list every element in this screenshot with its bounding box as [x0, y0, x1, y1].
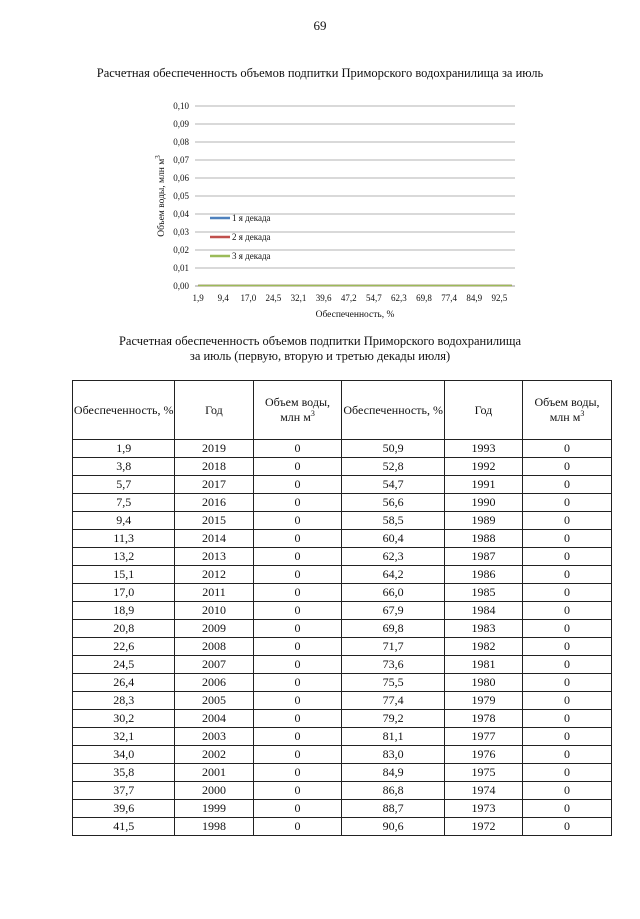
- cell-volume: 0: [523, 602, 612, 620]
- cell-probability: 84,9: [342, 764, 444, 782]
- cell-year: 2009: [175, 620, 253, 638]
- cell-year: 2018: [175, 458, 253, 476]
- y-tick-label: 0,07: [173, 155, 189, 165]
- cell-volume: 0: [523, 800, 612, 818]
- cell-year: 1991: [444, 476, 522, 494]
- cell-volume: 0: [253, 548, 342, 566]
- cell-year: 1987: [444, 548, 522, 566]
- y-tick-label: 0,05: [173, 191, 189, 201]
- cell-probability: 50,9: [342, 440, 444, 458]
- cell-probability: 64,2: [342, 566, 444, 584]
- x-tick-label: 84,9: [466, 293, 483, 303]
- cell-year: 1990: [444, 494, 522, 512]
- cell-probability: 35,8: [73, 764, 175, 782]
- cell-year: 2004: [175, 710, 253, 728]
- header-volume-sup: 3: [310, 409, 315, 418]
- table-row: [73, 476, 612, 494]
- cell-volume: 0: [253, 674, 342, 692]
- y-axis-label-sup: 3: [154, 155, 162, 159]
- cell-probability: 30,2: [73, 710, 175, 728]
- cell-year: 1980: [444, 674, 522, 692]
- cell-volume: 0: [253, 728, 342, 746]
- cell-probability: 83,0: [342, 746, 444, 764]
- x-tick-label: 1,9: [192, 293, 204, 303]
- cell-year: 1999: [175, 800, 253, 818]
- cell-volume: 0: [253, 782, 342, 800]
- x-axis-label: Обеспеченность, %: [315, 310, 395, 320]
- table-row: [73, 548, 612, 566]
- cell-volume: 0: [253, 530, 342, 548]
- cell-probability: 34,0: [73, 746, 175, 764]
- cell-volume: 0: [253, 602, 342, 620]
- table-row: [73, 440, 612, 458]
- x-tick-label: 54,7: [365, 293, 382, 303]
- x-tick-label: 47,2: [340, 293, 357, 303]
- cell-volume: 0: [523, 620, 612, 638]
- cell-volume: 0: [253, 746, 342, 764]
- cell-volume: 0: [253, 800, 342, 818]
- table-row: [73, 764, 612, 782]
- cell-volume: 0: [523, 512, 612, 530]
- y-tick-label: 0,01: [173, 263, 189, 273]
- cell-year: 1977: [444, 728, 522, 746]
- cell-probability: 54,7: [342, 476, 444, 494]
- cell-year: 1986: [444, 566, 522, 584]
- y-tick-label: 0,06: [173, 173, 189, 183]
- page-number: 69: [313, 18, 327, 33]
- cell-probability: 24,5: [73, 656, 175, 674]
- cell-volume: 0: [523, 746, 612, 764]
- table-row: [73, 782, 612, 800]
- cell-year: 1976: [444, 746, 522, 764]
- cell-year: 2007: [175, 656, 253, 674]
- y-axis-label-text: Объем воды, млн м: [157, 158, 167, 237]
- cell-volume: 0: [523, 584, 612, 602]
- cell-volume: 0: [253, 710, 342, 728]
- cell-year: 1975: [444, 764, 522, 782]
- cell-year: 1984: [444, 602, 522, 620]
- cell-probability: 1,9: [73, 440, 175, 458]
- cell-volume: 0: [523, 494, 612, 512]
- cell-volume: 0: [523, 818, 612, 836]
- x-tick-label: 24,5: [265, 293, 282, 303]
- cell-year: 2001: [175, 764, 253, 782]
- table-title-line2: за июль (первую, вторую и третью декады июля): [189, 349, 451, 363]
- cell-year: 2014: [175, 530, 253, 548]
- cell-volume: 0: [253, 818, 342, 836]
- table-row: [73, 692, 612, 710]
- cell-volume: 0: [523, 728, 612, 746]
- cell-probability: 11,3: [73, 530, 175, 548]
- table-row: [73, 818, 612, 836]
- table-row: [73, 800, 612, 818]
- cell-probability: 28,3: [73, 692, 175, 710]
- cell-volume: 0: [253, 584, 342, 602]
- cell-volume: 0: [253, 764, 342, 782]
- cell-year: 1979: [444, 692, 522, 710]
- cell-year: 1985: [444, 584, 522, 602]
- cell-year: 2008: [175, 638, 253, 656]
- table-title-line1: Расчетная обеспеченность объемов подпитки Приморского водохранилища: [118, 334, 522, 348]
- x-tick-label: 69,8: [416, 293, 432, 303]
- header-probability-2: Обеспеченность, %: [342, 381, 444, 440]
- y-tick-label: 0,04: [173, 209, 189, 219]
- table-row: [73, 656, 612, 674]
- table-row: [73, 746, 612, 764]
- table-row: [73, 710, 612, 728]
- header-volume-2: [523, 381, 612, 440]
- cell-probability: 3,8: [73, 458, 175, 476]
- cell-volume: 0: [253, 638, 342, 656]
- cell-year: 2016: [175, 494, 253, 512]
- cell-volume: 0: [523, 476, 612, 494]
- cell-year: 2013: [175, 548, 253, 566]
- cell-volume: 0: [253, 656, 342, 674]
- cell-probability: 58,5: [342, 512, 444, 530]
- cell-probability: 79,2: [342, 710, 444, 728]
- y-tick-label: 0,02: [173, 245, 189, 255]
- cell-volume: 0: [523, 674, 612, 692]
- y-tick-label: 0,10: [173, 101, 189, 111]
- cell-probability: 39,6: [73, 800, 175, 818]
- cell-probability: 67,9: [342, 602, 444, 620]
- cell-probability: 66,0: [342, 584, 444, 602]
- y-axis-label: [154, 155, 167, 237]
- cell-probability: 86,8: [342, 782, 444, 800]
- cell-year: 1982: [444, 638, 522, 656]
- cell-probability: 60,4: [342, 530, 444, 548]
- cell-volume: 0: [253, 476, 342, 494]
- header-volume-1: [253, 381, 342, 440]
- table-row: [73, 728, 612, 746]
- cell-probability: 90,6: [342, 818, 444, 836]
- legend-label: 1 я декада: [232, 213, 271, 223]
- cell-probability: 13,2: [73, 548, 175, 566]
- cell-volume: 0: [253, 692, 342, 710]
- cell-year: 1988: [444, 530, 522, 548]
- table-row: [73, 458, 612, 476]
- cell-volume: 0: [253, 566, 342, 584]
- cell-volume: 0: [523, 638, 612, 656]
- cell-volume: 0: [523, 782, 612, 800]
- table-row: [73, 674, 612, 692]
- cell-probability: 15,1: [73, 566, 175, 584]
- cell-probability: 26,4: [73, 674, 175, 692]
- cell-volume: 0: [523, 566, 612, 584]
- x-tick-label: 32,1: [290, 293, 307, 303]
- cell-volume: 0: [523, 548, 612, 566]
- cell-volume: 0: [523, 710, 612, 728]
- cell-year: 2000: [175, 782, 253, 800]
- cell-probability: 75,5: [342, 674, 444, 692]
- table-row: [73, 512, 612, 530]
- y-tick-label: 0,09: [173, 119, 189, 129]
- y-tick-label: 0,08: [173, 137, 189, 147]
- cell-volume: 0: [253, 512, 342, 530]
- table-row: [73, 638, 612, 656]
- cell-probability: 77,4: [342, 692, 444, 710]
- data-table: [72, 380, 612, 836]
- cell-probability: 62,3: [342, 548, 444, 566]
- cell-volume: 0: [253, 494, 342, 512]
- table-header-row: [73, 381, 612, 440]
- cell-year: 1973: [444, 800, 522, 818]
- table-row: [73, 530, 612, 548]
- cell-year: 1981: [444, 656, 522, 674]
- cell-year: 1992: [444, 458, 522, 476]
- table-row: [73, 566, 612, 584]
- cell-volume: 0: [253, 620, 342, 638]
- cell-year: 2003: [175, 728, 253, 746]
- table-row: [73, 602, 612, 620]
- cell-year: 2017: [175, 476, 253, 494]
- cell-probability: 17,0: [73, 584, 175, 602]
- x-tick-label: 39,6: [315, 293, 332, 303]
- table-body: [73, 440, 612, 836]
- cell-probability: 20,8: [73, 620, 175, 638]
- cell-volume: 0: [523, 530, 612, 548]
- cell-year: 2011: [175, 584, 253, 602]
- table-row: [73, 494, 612, 512]
- cell-probability: 41,5: [73, 818, 175, 836]
- cell-probability: 18,9: [73, 602, 175, 620]
- y-tick-label: 0,00: [173, 281, 189, 291]
- cell-probability: 88,7: [342, 800, 444, 818]
- cell-year: 2002: [175, 746, 253, 764]
- x-tick-label: 9,4: [217, 293, 229, 303]
- cell-probability: 52,8: [342, 458, 444, 476]
- cell-year: 1998: [175, 818, 253, 836]
- cell-year: 1972: [444, 818, 522, 836]
- legend-label: 2 я декада: [232, 232, 271, 242]
- chart: [140, 90, 540, 330]
- cell-probability: 37,7: [73, 782, 175, 800]
- cell-year: 2015: [175, 512, 253, 530]
- cell-volume: 0: [523, 440, 612, 458]
- header-volume-sup: 3: [580, 409, 585, 418]
- cell-probability: 69,8: [342, 620, 444, 638]
- cell-probability: 71,7: [342, 638, 444, 656]
- cell-probability: 73,6: [342, 656, 444, 674]
- cell-probability: 22,6: [73, 638, 175, 656]
- cell-probability: 9,4: [73, 512, 175, 530]
- chart-title: Расчетная обеспеченность объемов подпитки Приморского водохранилища за июль: [96, 66, 544, 80]
- header-probability-1: Обеспеченность, %: [73, 381, 175, 440]
- header-year-1: Год: [175, 381, 253, 440]
- cell-year: 1983: [444, 620, 522, 638]
- cell-volume: 0: [253, 440, 342, 458]
- cell-volume: 0: [523, 764, 612, 782]
- table-title: [0, 334, 640, 364]
- cell-probability: 5,7: [73, 476, 175, 494]
- cell-year: 1974: [444, 782, 522, 800]
- table-row: [73, 620, 612, 638]
- cell-year: 2012: [175, 566, 253, 584]
- x-tick-label: 62,3: [391, 293, 407, 303]
- cell-probability: 81,1: [342, 728, 444, 746]
- x-tick-label: 17,0: [240, 293, 257, 303]
- cell-year: 2010: [175, 602, 253, 620]
- cell-year: 1993: [444, 440, 522, 458]
- legend-label: 3 я декада: [232, 251, 271, 261]
- cell-volume: 0: [523, 656, 612, 674]
- cell-probability: 32,1: [73, 728, 175, 746]
- header-volume-text: Объем воды, млн м: [534, 395, 600, 424]
- cell-volume: 0: [523, 692, 612, 710]
- cell-volume: 0: [523, 458, 612, 476]
- cell-volume: 0: [253, 458, 342, 476]
- header-year-2: Год: [444, 381, 522, 440]
- y-tick-label: 0,03: [173, 227, 189, 237]
- cell-year: 1978: [444, 710, 522, 728]
- cell-year: 2005: [175, 692, 253, 710]
- cell-year: 1989: [444, 512, 522, 530]
- cell-year: 2019: [175, 440, 253, 458]
- x-tick-label: 77,4: [441, 293, 457, 303]
- cell-year: 2006: [175, 674, 253, 692]
- cell-probability: 7,5: [73, 494, 175, 512]
- header-volume-text: Объем воды, млн м: [265, 395, 331, 424]
- cell-probability: 56,6: [342, 494, 444, 512]
- x-tick-label: 92,5: [491, 293, 508, 303]
- table-row: [73, 584, 612, 602]
